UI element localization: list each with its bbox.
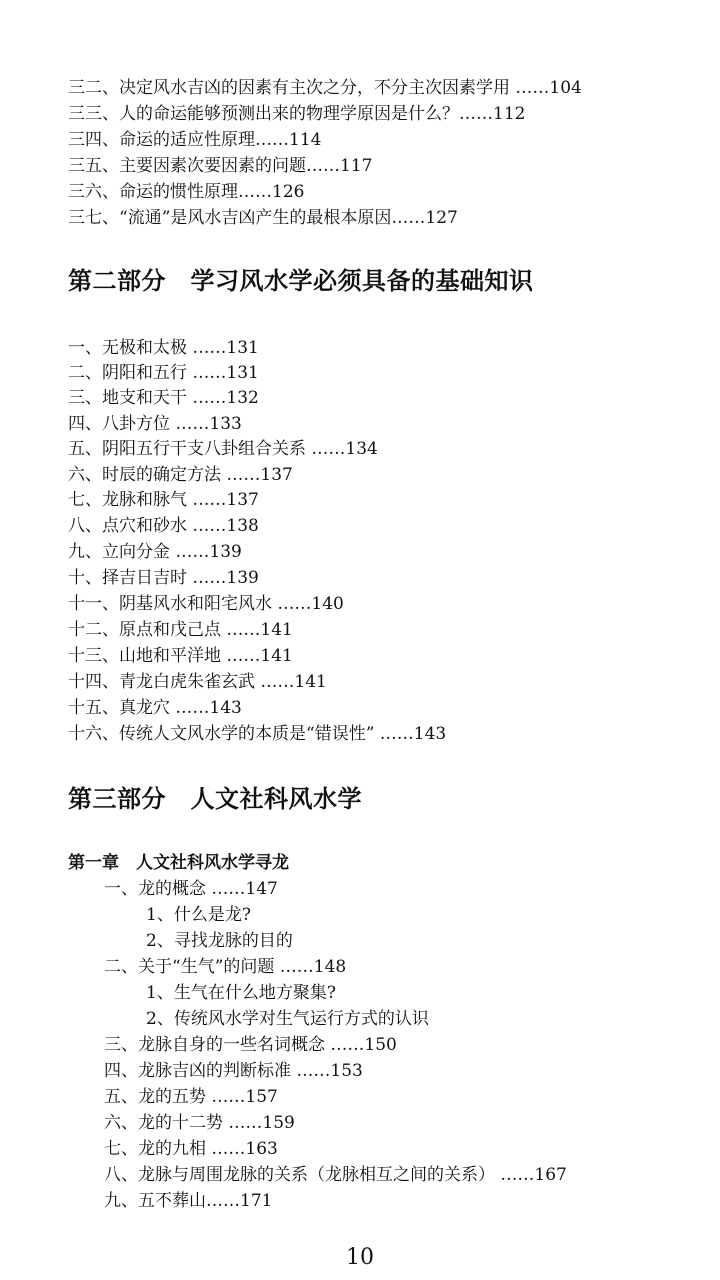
toc-entry: 九、五不葬山……171: [104, 1191, 273, 1211]
toc-subentry: 2、寻找龙脉的目的: [146, 931, 293, 951]
toc-entry: 二、阴阳和五行 ……131: [68, 363, 259, 383]
toc-entry: 十三、山地和平洋地 ……141: [68, 646, 293, 666]
page-number: 10: [346, 1245, 374, 1270]
chapter-heading: 第一章 人文社科风水学寻龙: [68, 853, 289, 873]
toc-entry: 三、龙脉自身的一些名词概念 ……150: [104, 1035, 397, 1055]
toc-entry: 十二、原点和戊己点 ……141: [68, 620, 293, 640]
toc-entry: 六、龙的十二势 ……159: [104, 1113, 295, 1133]
toc-entry: 三五、主要因素次要因素的问题……117: [68, 156, 373, 176]
toc-entry: 一、龙的概念 ……147: [104, 879, 278, 899]
toc-entry: 三二、决定风水吉凶的因素有主次之分，不分主次因素学用 ……104: [68, 78, 582, 98]
toc-entry: 八、点穴和砂水 ……138: [68, 516, 259, 536]
section-heading-part3: 第三部分 人文社科风水学: [68, 785, 362, 813]
toc-entry: 三七、“流通”是风水吉凶产生的最根本原因……127: [68, 208, 458, 228]
toc-entry: 三四、命运的适应性原理……114: [68, 130, 322, 150]
toc-entry: 五、阴阳五行干支八卦组合关系 ……134: [68, 439, 378, 459]
toc-entry: 七、龙脉和脉气 ……137: [68, 490, 259, 510]
toc-subentry: 1、什么是龙?: [146, 905, 251, 925]
toc-entry: 三六、命运的惯性原理……126: [68, 182, 305, 202]
section-heading-part2: 第二部分 学习风水学必须具备的基础知识: [68, 267, 534, 295]
toc-entry: 六、时辰的确定方法 ……137: [68, 465, 293, 485]
toc-subentry: 1、生气在什么地方聚集?: [146, 983, 336, 1003]
toc-entry: 四、八卦方位 ……133: [68, 414, 242, 434]
toc-entry: 九、立向分金 ……139: [68, 542, 242, 562]
toc-entry: 十六、传统人文风水学的本质是“错误性” ……143: [68, 724, 447, 744]
toc-entry: 一、无极和太极 ……131: [68, 338, 259, 358]
toc-entry: 十一、阴基风水和阳宅风水 ……140: [68, 594, 344, 614]
toc-entry: 十四、青龙白虎朱雀玄武 ……141: [68, 672, 327, 692]
toc-entry: 十、择吉日吉时 ……139: [68, 568, 259, 588]
toc-entry: 二、关于“生气”的问题 ……148: [104, 957, 347, 977]
toc-entry: 八、龙脉与周围龙脉的关系（龙脉相互之间的关系） ……167: [104, 1165, 567, 1185]
toc-entry: 十五、真龙穴 ……143: [68, 698, 242, 718]
toc-entry: 四、龙脉吉凶的判断标准 ……153: [104, 1061, 363, 1081]
toc-entry: 五、龙的五势 ……157: [104, 1087, 278, 1107]
toc-subentry: 2、传统风水学对生气运行方式的认识: [146, 1009, 429, 1029]
toc-entry: 三、地支和天干 ……132: [68, 388, 259, 408]
toc-entry: 三三、人的命运能够预测出来的物理学原因是什么？……112: [68, 104, 526, 124]
toc-entry: 七、龙的九相 ……163: [104, 1139, 278, 1159]
